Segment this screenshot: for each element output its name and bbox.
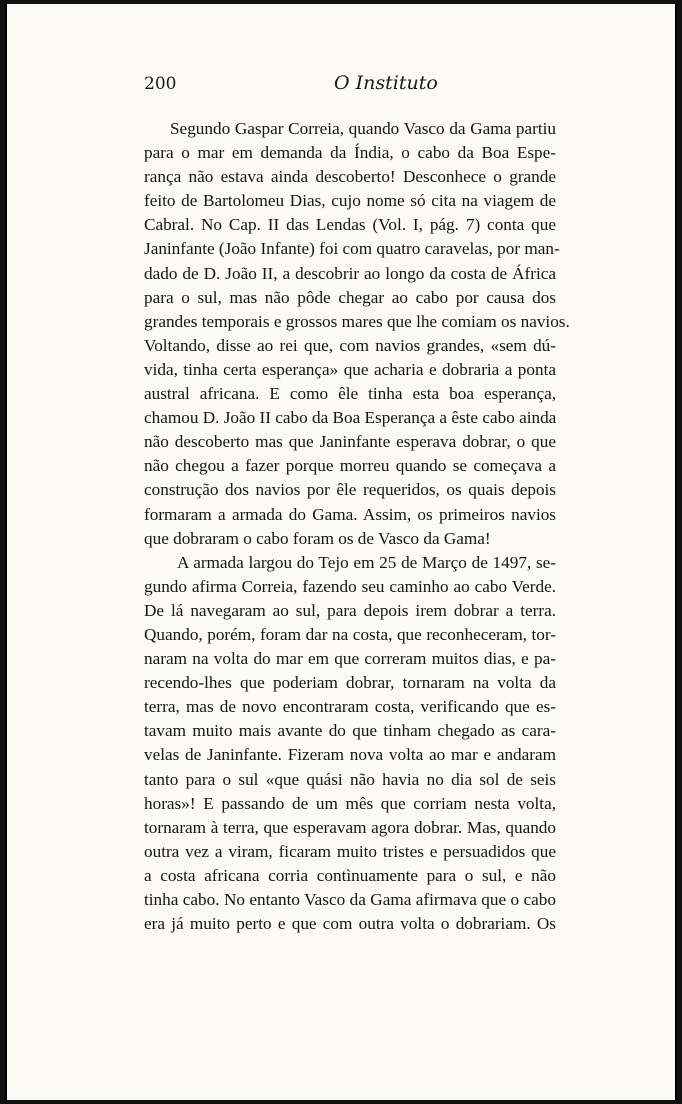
running-header bbox=[144, 70, 556, 98]
text-line: Cabral. No Cap. II das Lendas (Vol. I, pág. 7) conta que bbox=[144, 215, 556, 235]
text-line: terra, mas de novo encontraram costa, verificando que es- bbox=[144, 697, 556, 717]
text-line: Janinfante (João Infante) foi com quatro caravelas, por man- bbox=[144, 239, 560, 259]
text-line: chamou D. João II cabo da Boa Esperança a êste cabo ainda bbox=[144, 408, 557, 428]
text-line: naram na volta do mar em que correram muitos dias, e pa- bbox=[144, 649, 556, 669]
text-line: dado de D. João II, a descobrir ao longo da costa de África bbox=[144, 263, 556, 283]
text-line: para o sul, mas não pôde chegar ao cabo por causa dos bbox=[144, 287, 556, 307]
text-line: tinha cabo. No entanto Vasco da Gama afirmava que o cabo bbox=[144, 890, 556, 909]
text-line: construção dos navios por êle requeridos, os quais depois bbox=[144, 480, 556, 500]
text-line: A armada largou do Tejo em 25 de Março de 1497, se- bbox=[177, 552, 556, 572]
body-text bbox=[144, 117, 570, 936]
text-line: a costa africana corria contìnuamente para o sul, e não bbox=[144, 865, 556, 885]
book-page bbox=[5, 4, 677, 1100]
text-line: era já muito perto e que com outra volta o dobrariam. Os bbox=[144, 914, 556, 934]
text-line: Voltando, disse ao rei que, com navios grandes, «sem dú- bbox=[144, 335, 556, 355]
text-line: horas»! E passando de um mês que corriam nesta volta, bbox=[144, 793, 556, 813]
text-line: austral africana. E como êle tinha esta boa esperança, bbox=[144, 384, 556, 404]
text-line: formaram a armada do Gama. Assim, os primeiros navios bbox=[144, 504, 556, 524]
text-line: para o mar em demanda da Índia, o cabo da Boa Espe- bbox=[144, 143, 556, 163]
text-line: tanto para o sul «que quási não havia no dia sol de seis bbox=[144, 769, 556, 789]
text-line: gundo afirma Correia, fazendo seu caminho ao cabo Verde. bbox=[144, 576, 556, 596]
text-line: velas de Janinfante. Fizeram nova volta ao mar e andaram bbox=[144, 745, 556, 765]
page-number: 200 bbox=[144, 74, 177, 94]
text-line: Quando, porém, foram dar na costa, que reconheceram, tor- bbox=[144, 624, 556, 644]
text-line: vida, tinha certa esperança» que acharia e dobraria a ponta bbox=[144, 359, 556, 379]
text-line: Segundo Gaspar Correia, quando Vasco da Gama partiu bbox=[170, 119, 556, 138]
text-line: recendo-lhes que poderiam dobrar, tornaram na volta da bbox=[144, 673, 556, 693]
text-line: De lá navegaram ao sul, para depois irem dobrar a terra. bbox=[144, 600, 556, 620]
text-line: não chegou a fazer porque morreu quando se começava a bbox=[144, 456, 556, 476]
text-line: outra vez a viram, ficaram muito tristes e persuadidos que bbox=[144, 841, 556, 861]
text-line: rança não estava ainda descoberto! Desconhece o grande bbox=[144, 167, 556, 187]
running-title: O Instituto bbox=[334, 72, 438, 94]
text-line: tornaram à terra, que esperavam agora dobrar. Mas, quando bbox=[144, 817, 556, 837]
text-line: tavam muito mais avante do que tinham chegado as cara- bbox=[144, 721, 556, 741]
text-line: feito de Bartolomeu Dias, cujo nome só cita na viagem de bbox=[144, 191, 556, 211]
text-line: grandes temporais e grossos mares que lhe comiam os navios. bbox=[144, 311, 570, 331]
text-line: não descoberto mas que Janinfante esperava dobrar, o que bbox=[144, 432, 556, 452]
text-line: que dobraram o cabo foram os de Vasco da Gama! bbox=[144, 528, 491, 548]
